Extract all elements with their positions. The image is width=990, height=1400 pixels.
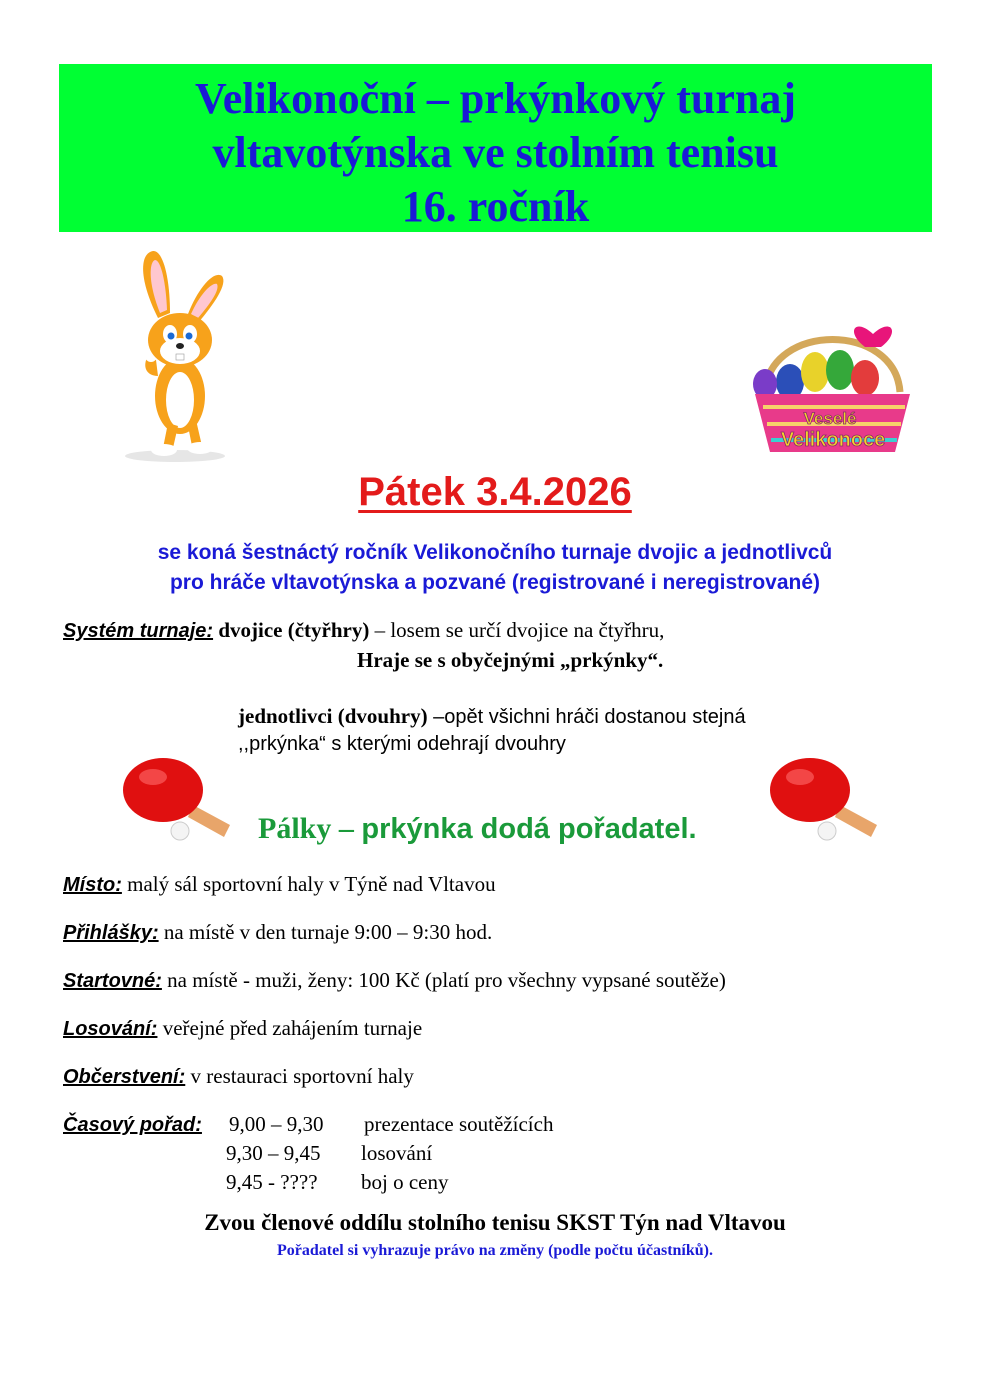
organizer-invitation: Zvou členové oddílu stolního tenisu SKST Týn nad Vltavou <box>204 1210 786 1235</box>
basket-text-line-2: Velikonoce <box>780 429 886 451</box>
intro-line-1: se koná šestnáctý ročník Velikonočního turnaje dvojic a jednotlivců <box>157 541 833 564</box>
paddles-note <box>258 812 697 846</box>
intro-text <box>0 538 990 598</box>
schedule-time: 9,45 - ???? <box>226 1170 318 1194</box>
draw-label: Losování: <box>63 1018 158 1040</box>
title-line-2: vltavotýnska ve stolním tenisu <box>212 128 779 177</box>
singles-text-2: ,,prkýnka“ s kterými odehrají dvouhry <box>238 733 566 755</box>
schedule-time: 9,00 – 9,30 <box>229 1112 324 1136</box>
singles-title: jednotlivci (dvouhry) <box>238 704 428 728</box>
detail-row-registration <box>63 920 492 945</box>
detail-row-draw <box>63 1016 422 1041</box>
doubles-title: dvojice (čtyřhry) <box>218 618 370 642</box>
schedule-item <box>229 1112 553 1137</box>
refreshments-label: Občerstvení: <box>63 1066 186 1088</box>
disclaimer-note: Pořadatel si vyhrazuje právo na změny (podle počtu účastníků). <box>277 1242 713 1259</box>
easter-basket-image <box>745 312 920 462</box>
doubles-text: – losem se určí dvojice na čtyřhru, <box>369 618 665 642</box>
registration-label: Přihlášky: <box>63 922 159 944</box>
fee-label: Startovné: <box>63 970 162 992</box>
refreshments-value: v restauraci sportovní haly <box>185 1064 414 1088</box>
detail-row-refreshments <box>63 1064 414 1089</box>
title-line-1: Velikonoční – prkýnkový turnaj <box>194 74 797 123</box>
schedule-time: 9,30 – 9,45 <box>226 1141 321 1165</box>
schedule-item <box>226 1141 432 1166</box>
draw-value: veřejné před zahájením turnaje <box>157 1016 423 1040</box>
detail-row-fee <box>63 968 726 993</box>
singles-text: –opět všichni hráči dostanou stejná <box>427 706 746 728</box>
schedule-label: Časový pořad: <box>63 1114 202 1136</box>
place-value: malý sál sportovní haly v Týně nad Vltavou <box>121 872 496 896</box>
detail-row-place <box>63 872 496 897</box>
intro-line-2: pro hráče vltavotýnska a pozvané (registrované i neregistrované) <box>169 571 821 594</box>
title-banner <box>59 64 932 232</box>
basket-text-line-1: Veselé <box>803 409 857 428</box>
ping-pong-paddle-left-image <box>118 755 238 845</box>
schedule-item <box>226 1170 448 1195</box>
title-line-3: 16. ročník <box>401 182 590 231</box>
schedule-desc: prezentace soutěžících <box>364 1112 554 1136</box>
schedule-desc: losování <box>361 1141 433 1165</box>
ping-pong-paddle-right-image <box>765 755 885 845</box>
registration-value: na místě v den turnaje 9:00 – 9:30 hod. <box>158 920 493 944</box>
paddles-note-part-2: prkýnka dodá pořadatel. <box>361 813 697 845</box>
fee-value: na místě - muži, ženy: 100 Kč (platí pro všechny vypsané soutěže) <box>161 968 726 992</box>
easter-bunny-image <box>118 248 233 463</box>
event-date: Pátek 3.4.2026 <box>358 470 632 514</box>
paddles-note-part-1: Pálky – <box>258 812 362 845</box>
system-row <box>63 618 664 643</box>
system-label: Systém turnaje: <box>63 620 214 642</box>
place-label: Místo: <box>63 874 122 896</box>
singles-row <box>238 704 746 729</box>
doubles-note: Hraje se s obyčejnými „prkýnky“. <box>357 648 664 672</box>
schedule-row <box>63 1112 202 1137</box>
schedule-desc: boj o ceny <box>361 1170 449 1194</box>
